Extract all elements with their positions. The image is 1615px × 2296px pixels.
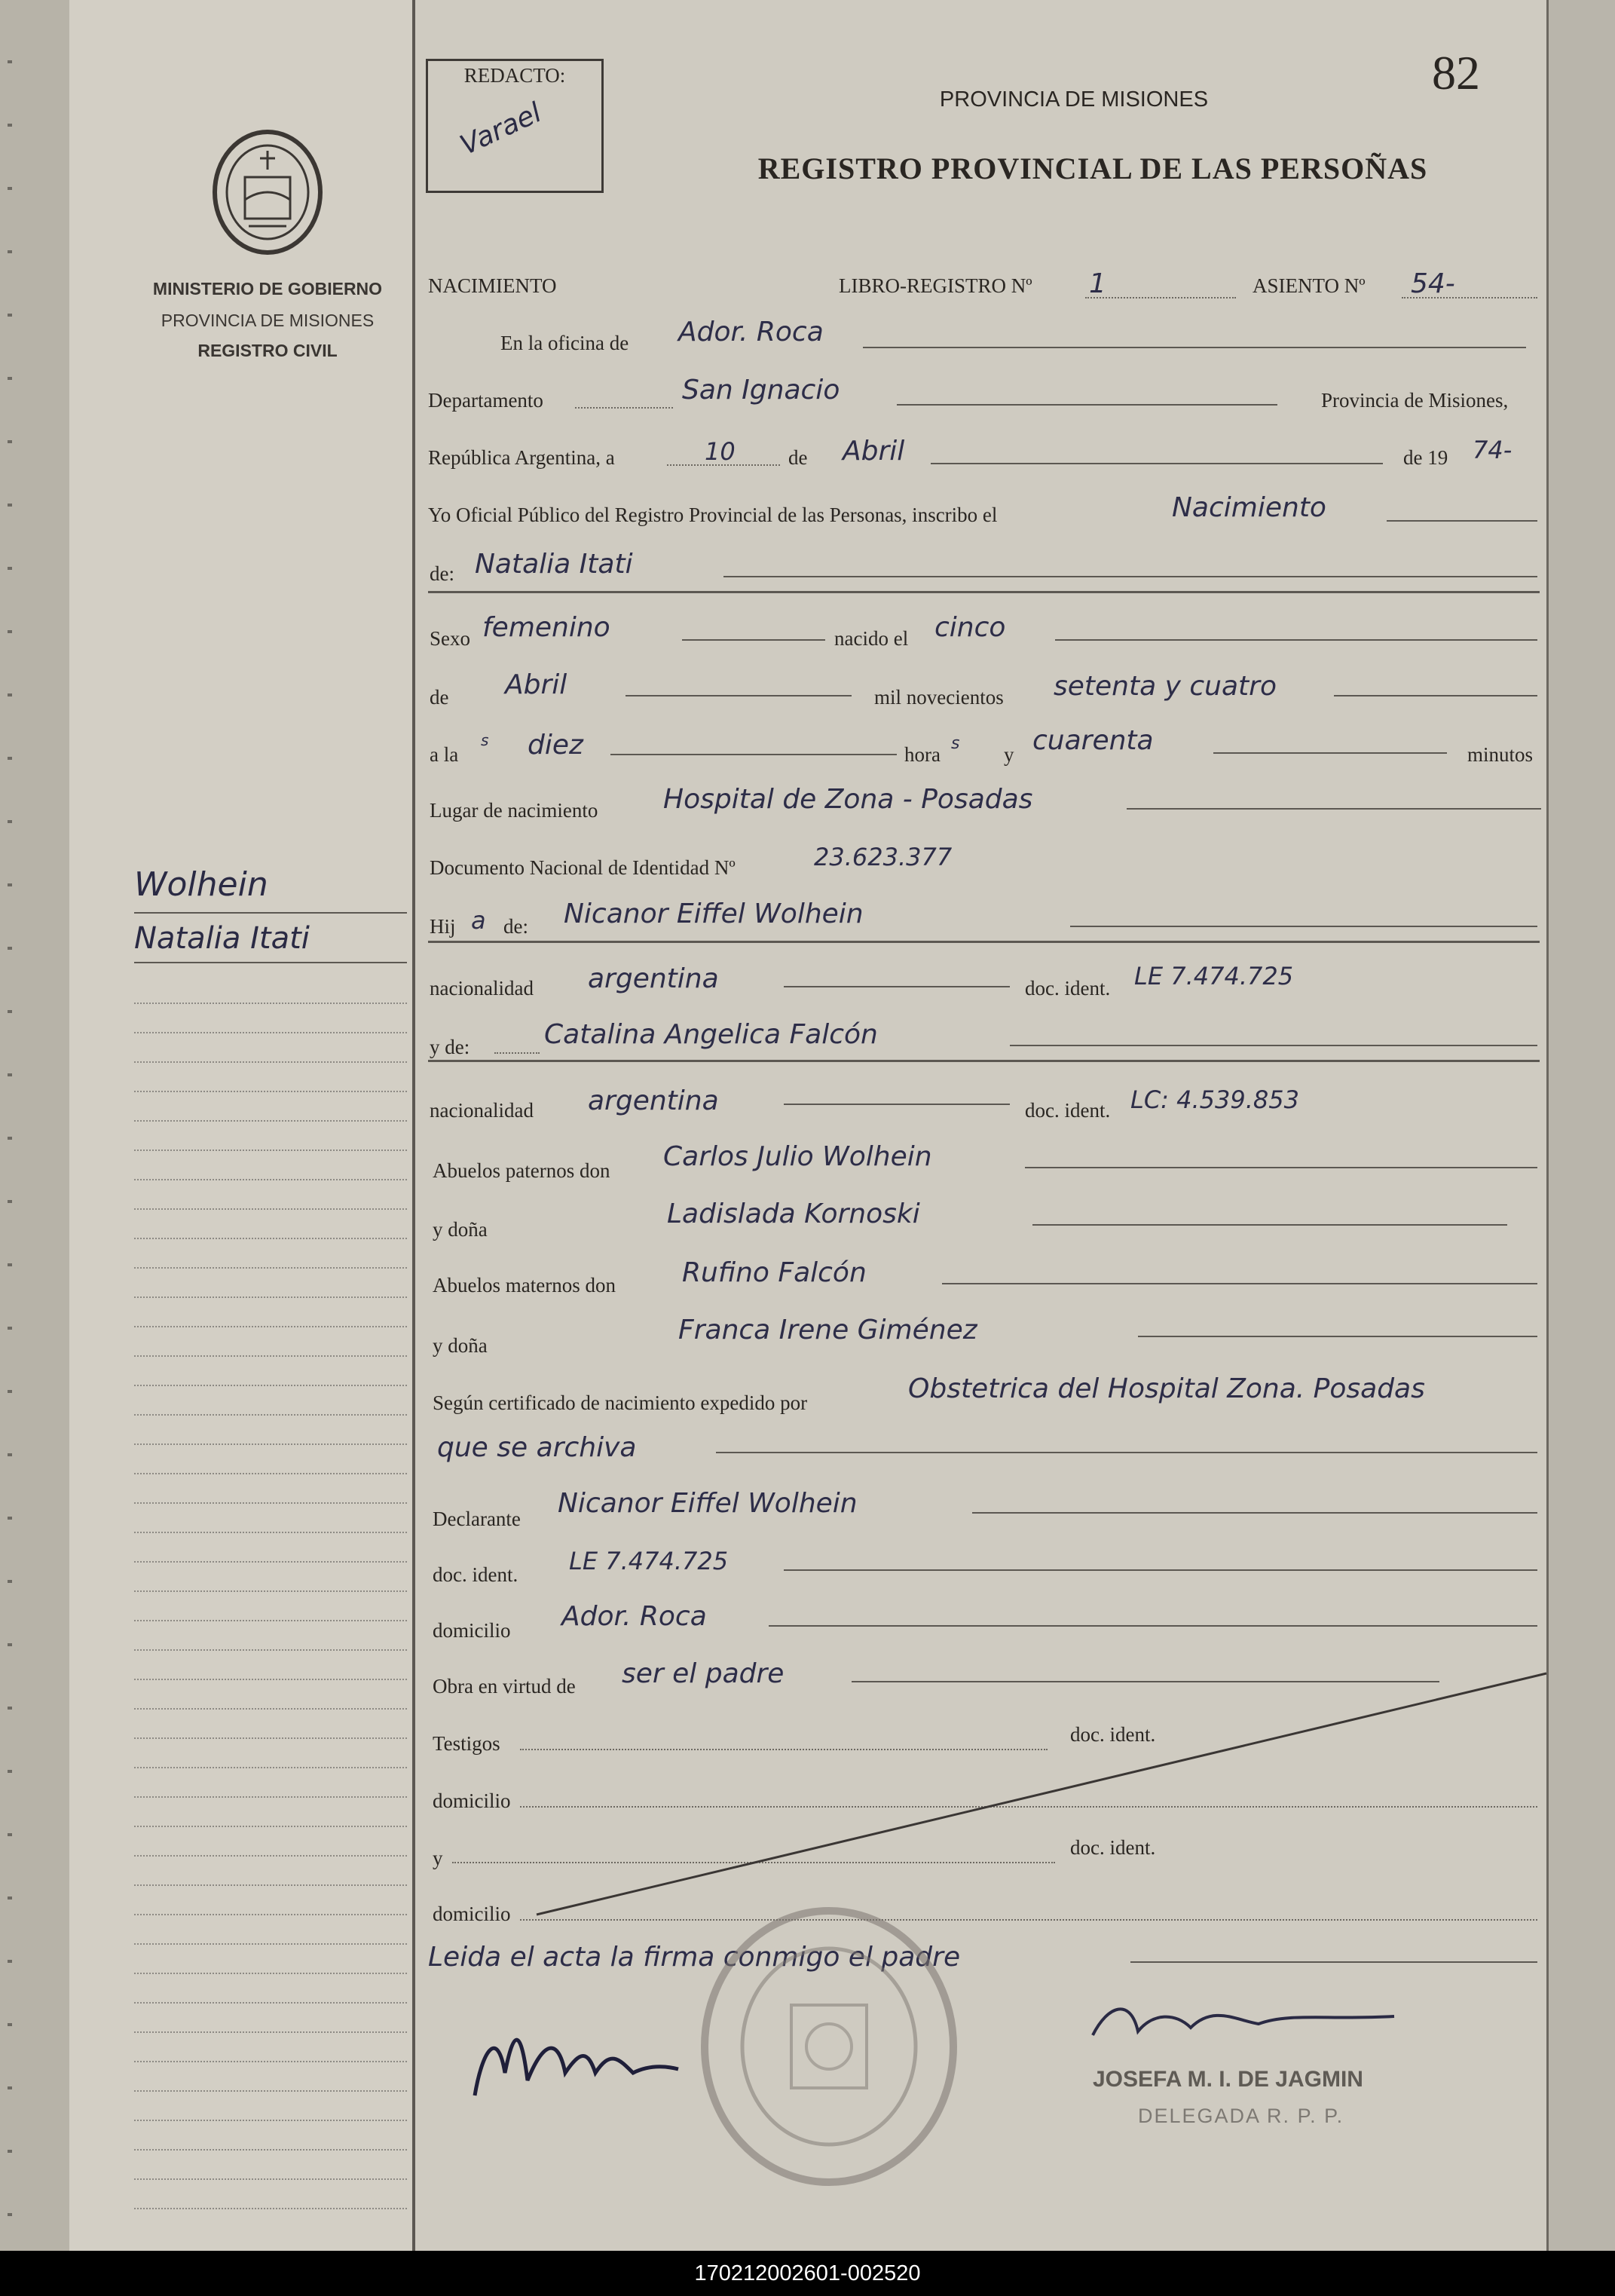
page-number: 82 xyxy=(1432,46,1480,99)
oficina-label: En la oficina de xyxy=(500,332,629,354)
ala-label: a la xyxy=(430,743,459,766)
paternal-grandmother-value: Ladislada Kornoski xyxy=(667,1199,920,1229)
abuelos-maternos-label: Abuelos maternos don xyxy=(433,1274,616,1296)
yde-label: y de: xyxy=(430,1036,470,1058)
maternal-grandmother-value: Franca Irene Giménez xyxy=(678,1315,977,1345)
testigos-docident-label: doc. ident. xyxy=(1070,1723,1156,1746)
nacionalidad-label: nacionalidad xyxy=(430,1099,534,1122)
testigos-label: Testigos xyxy=(433,1732,500,1755)
mil-label: mil novecientos xyxy=(874,686,1004,709)
y-label: y xyxy=(1004,743,1014,766)
dni-value: 23.623.377 xyxy=(814,843,953,871)
leida-value: Leida el acta la firma conmigo el padre xyxy=(428,1942,961,1973)
mother-nationality-value: argentina xyxy=(588,1085,719,1116)
oficina-value: Ador. Roca xyxy=(678,317,824,347)
obra-value: ser el padre xyxy=(622,1658,785,1689)
officer-name: JOSEFA M. I. DE JAGMIN xyxy=(1093,2067,1363,2092)
domicilio3-label: domicilio xyxy=(433,1903,511,1925)
y2-label: y xyxy=(433,1847,443,1869)
margin-note-surname: Wolhein xyxy=(134,865,268,904)
domicilio-value: Ador. Roca xyxy=(561,1601,707,1632)
declarante-label: Declarante xyxy=(433,1508,521,1530)
asiento-value: 54- xyxy=(1411,268,1455,299)
lugar-value: Hospital de Zona - Posadas xyxy=(663,784,1033,815)
de-label: de xyxy=(788,446,808,469)
ministry-line-2: PROVINCIA DE MISIONES xyxy=(161,311,375,330)
ministry-line-3: REGISTRO CIVIL xyxy=(197,341,338,360)
de2-label: de xyxy=(430,686,449,709)
hija-suffix: a xyxy=(471,906,486,935)
month-value: Abril xyxy=(843,436,905,467)
officer-signature-icon xyxy=(1085,1990,1402,2050)
docident-label: doc. ident. xyxy=(1025,977,1111,1000)
official-stamp-icon xyxy=(693,1900,965,2193)
margin-note-names: Natalia Itati xyxy=(134,921,310,956)
declarante-value: Nicanor Eiffel Wolhein xyxy=(558,1488,858,1519)
year-label: de 19 xyxy=(1403,446,1448,469)
horas-suffix: s xyxy=(951,734,960,753)
minutos-label: minutos xyxy=(1467,743,1534,766)
inscribo-value: Nacimiento xyxy=(1172,492,1326,523)
domicilio-label: domicilio xyxy=(433,1619,511,1642)
ydona-label: y doña xyxy=(433,1218,488,1241)
day-value: 10 xyxy=(705,437,736,466)
year-value: 74- xyxy=(1473,436,1513,464)
month2-value: Abril xyxy=(505,669,567,700)
father-nationality-value: argentina xyxy=(588,963,719,994)
ministry-line-1: MINISTERIO DE GOBIERNO xyxy=(152,279,383,298)
lugar-label: Lugar de nacimiento xyxy=(430,799,598,822)
mother-name-value: Catalina Angelica Falcón xyxy=(544,1019,878,1050)
ydona-label: y doña xyxy=(433,1334,488,1357)
fill-line xyxy=(1130,1961,1537,1963)
segun-value-continued: que se archiva xyxy=(437,1432,637,1463)
segun-label: Según certificado de nacimiento expedido por xyxy=(433,1391,808,1414)
obra-label: Obra en virtud de xyxy=(433,1675,576,1698)
provincia-label: Provincia de Misiones, xyxy=(1321,389,1509,412)
sexo-value: femenino xyxy=(482,612,610,643)
minutos-value: cuarenta xyxy=(1032,725,1154,756)
father-doc-value: LE 7.474.725 xyxy=(1134,962,1294,990)
officer-title: DELEGADA R. P. P. xyxy=(1138,2105,1344,2127)
de-nombre-label: de: xyxy=(430,562,454,585)
segun-value: Obstetrica del Hospital Zona. Posadas xyxy=(908,1373,1425,1404)
docident-label: doc. ident. xyxy=(1025,1099,1111,1122)
redacto-initials: Varael xyxy=(455,96,546,162)
nacionalidad-label: nacionalidad xyxy=(430,977,534,1000)
redacto-label: REDACTO: xyxy=(463,64,566,87)
doc-declarante-value: LE 7.474.725 xyxy=(569,1547,729,1575)
image-id-footer: 170212002601-002520 xyxy=(0,2251,1615,2296)
nacido-value: cinco xyxy=(934,612,1006,643)
registry-title: REGISTRO PROVINCIAL DE LAS PERSOÑAS xyxy=(757,152,1428,185)
hija-prefix: Hij xyxy=(430,915,456,938)
declarant-signature-icon xyxy=(460,2005,686,2111)
departamento-label: Departamento xyxy=(428,389,543,412)
father-name-value: Nicanor Eiffel Wolhein xyxy=(564,899,864,929)
libro-label: LIBRO-REGISTRO Nº xyxy=(839,274,1032,297)
oficial-label: Yo Oficial Público del Registro Provincial de las Personas, inscribo el xyxy=(428,504,998,526)
departamento-value: San Ignacio xyxy=(682,375,840,406)
republica-label: República Argentina, a xyxy=(428,446,615,469)
sexo-label: Sexo xyxy=(430,627,470,650)
nacido-label: nacido el xyxy=(834,627,909,650)
maternal-grandfather-value: Rufino Falcón xyxy=(682,1257,867,1288)
hora-value: diez xyxy=(528,730,583,761)
y2-docident-label: doc. ident. xyxy=(1070,1836,1156,1859)
domicilio2-label: domicilio xyxy=(433,1789,511,1812)
horas-label: hora xyxy=(904,743,941,766)
mother-doc-value: LC: 4.539.853 xyxy=(1130,1085,1299,1114)
doc-declarante-label: doc. ident. xyxy=(433,1563,518,1586)
mil-value: setenta y cuatro xyxy=(1054,671,1277,702)
paternal-grandfather-value: Carlos Julio Wolhein xyxy=(663,1141,932,1172)
abuelos-paternos-label: Abuelos paternos don xyxy=(433,1159,610,1182)
asiento-label: ASIENTO Nº xyxy=(1253,274,1366,297)
province-heading: PROVINCIA DE MISIONES xyxy=(939,87,1209,112)
dni-label: Documento Nacional de Identidad Nº xyxy=(430,856,736,879)
libro-value: 1 xyxy=(1089,268,1106,299)
hija-de-label: de: xyxy=(503,915,528,938)
nacimiento-label: NACIMIENTO xyxy=(428,274,557,297)
child-name-value: Natalia Itati xyxy=(475,549,633,580)
ala-suffix: s xyxy=(481,731,489,749)
